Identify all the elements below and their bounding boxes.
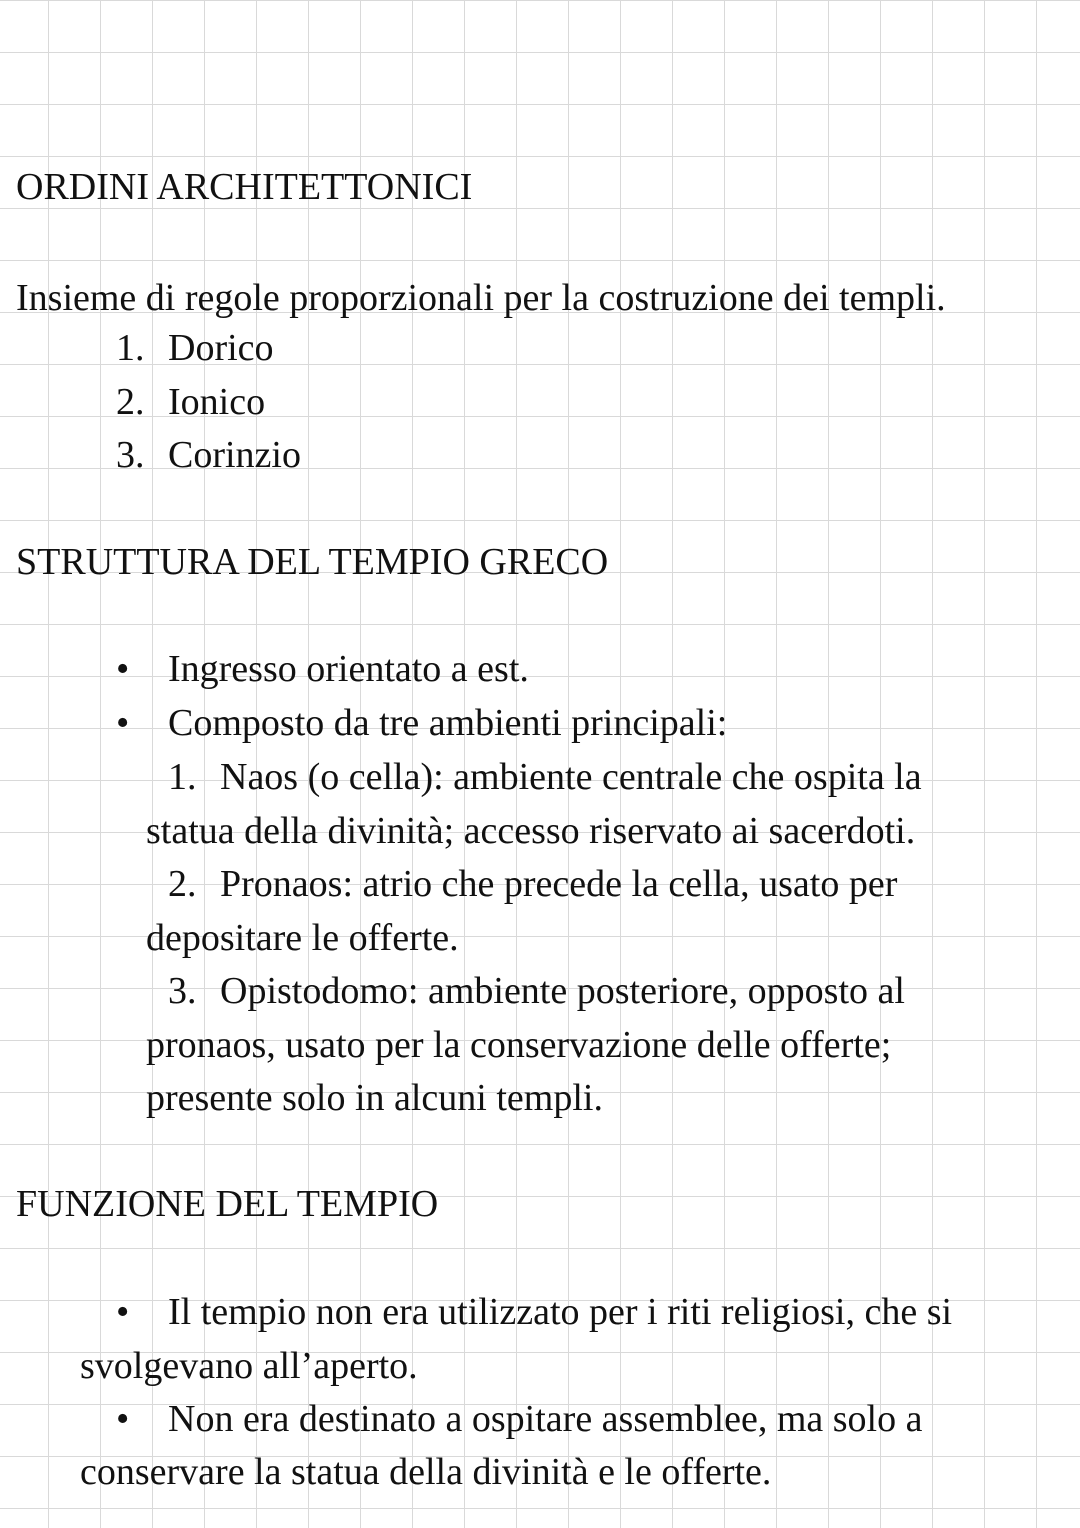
sub-list-item: [168, 862, 897, 906]
intro-text: Insieme di regole proporzionali per la costruzione dei templi.: [16, 277, 946, 319]
list-number: 1.: [168, 756, 197, 798]
sub-list-continuation: pronaos, usato per la conservazione delle offerte;: [146, 1024, 892, 1066]
sub-list-item: [168, 755, 922, 799]
list-text: Opistodomo: ambiente posteriore, opposto al: [220, 970, 905, 1012]
list-number: 3.: [168, 970, 197, 1012]
list-continuation: svolgevano all’aperto.: [80, 1345, 418, 1387]
list-number: 3.: [116, 434, 145, 476]
sub-list-continuation: statua della divinità; accesso riservato ai sacerdoti.: [146, 810, 916, 852]
list-text: Il tempio non era utilizzato per i riti religiosi, che si: [168, 1291, 953, 1333]
list-text: Ionico: [168, 381, 266, 423]
list-item: [116, 326, 274, 370]
bullet-icon: •: [116, 1398, 130, 1440]
list-text: Dorico: [168, 327, 274, 369]
list-text: Non era destinato a ospitare assemblee, ma solo a: [168, 1398, 923, 1440]
section-heading-ordini: ORDINI ARCHITETTONICI: [16, 166, 473, 208]
list-item: [116, 1290, 952, 1334]
list-text: Composto da tre ambienti principali:: [168, 702, 728, 744]
section-heading-funzione: FUNZIONE DEL TEMPIO: [16, 1183, 439, 1225]
list-text: Corinzio: [168, 434, 301, 476]
list-item: [116, 433, 301, 477]
list-number: 2.: [116, 381, 145, 423]
list-number: 1.: [116, 327, 145, 369]
bullet-icon: •: [116, 1291, 130, 1333]
list-number: 2.: [168, 863, 197, 905]
list-item: [116, 1397, 922, 1441]
bullet-icon: •: [116, 702, 130, 744]
list-continuation: conservare la statua della divinità e le offerte.: [80, 1451, 772, 1493]
list-text: Ingresso orientato a est.: [168, 648, 529, 690]
section-heading-struttura: STRUTTURA DEL TEMPIO GRECO: [16, 541, 609, 583]
sub-list-continuation: presente solo in alcuni templi.: [146, 1077, 603, 1119]
sub-list-item: [168, 969, 905, 1013]
list-text: Naos (o cella): ambiente centrale che ospita la: [220, 756, 922, 798]
list-item: [116, 701, 727, 745]
list-item: [116, 380, 265, 424]
bullet-icon: •: [116, 648, 130, 690]
sub-list-continuation: depositare le offerte.: [146, 917, 459, 959]
list-item: [116, 647, 529, 691]
list-text: Pronaos: atrio che precede la cella, usato per: [220, 863, 898, 905]
